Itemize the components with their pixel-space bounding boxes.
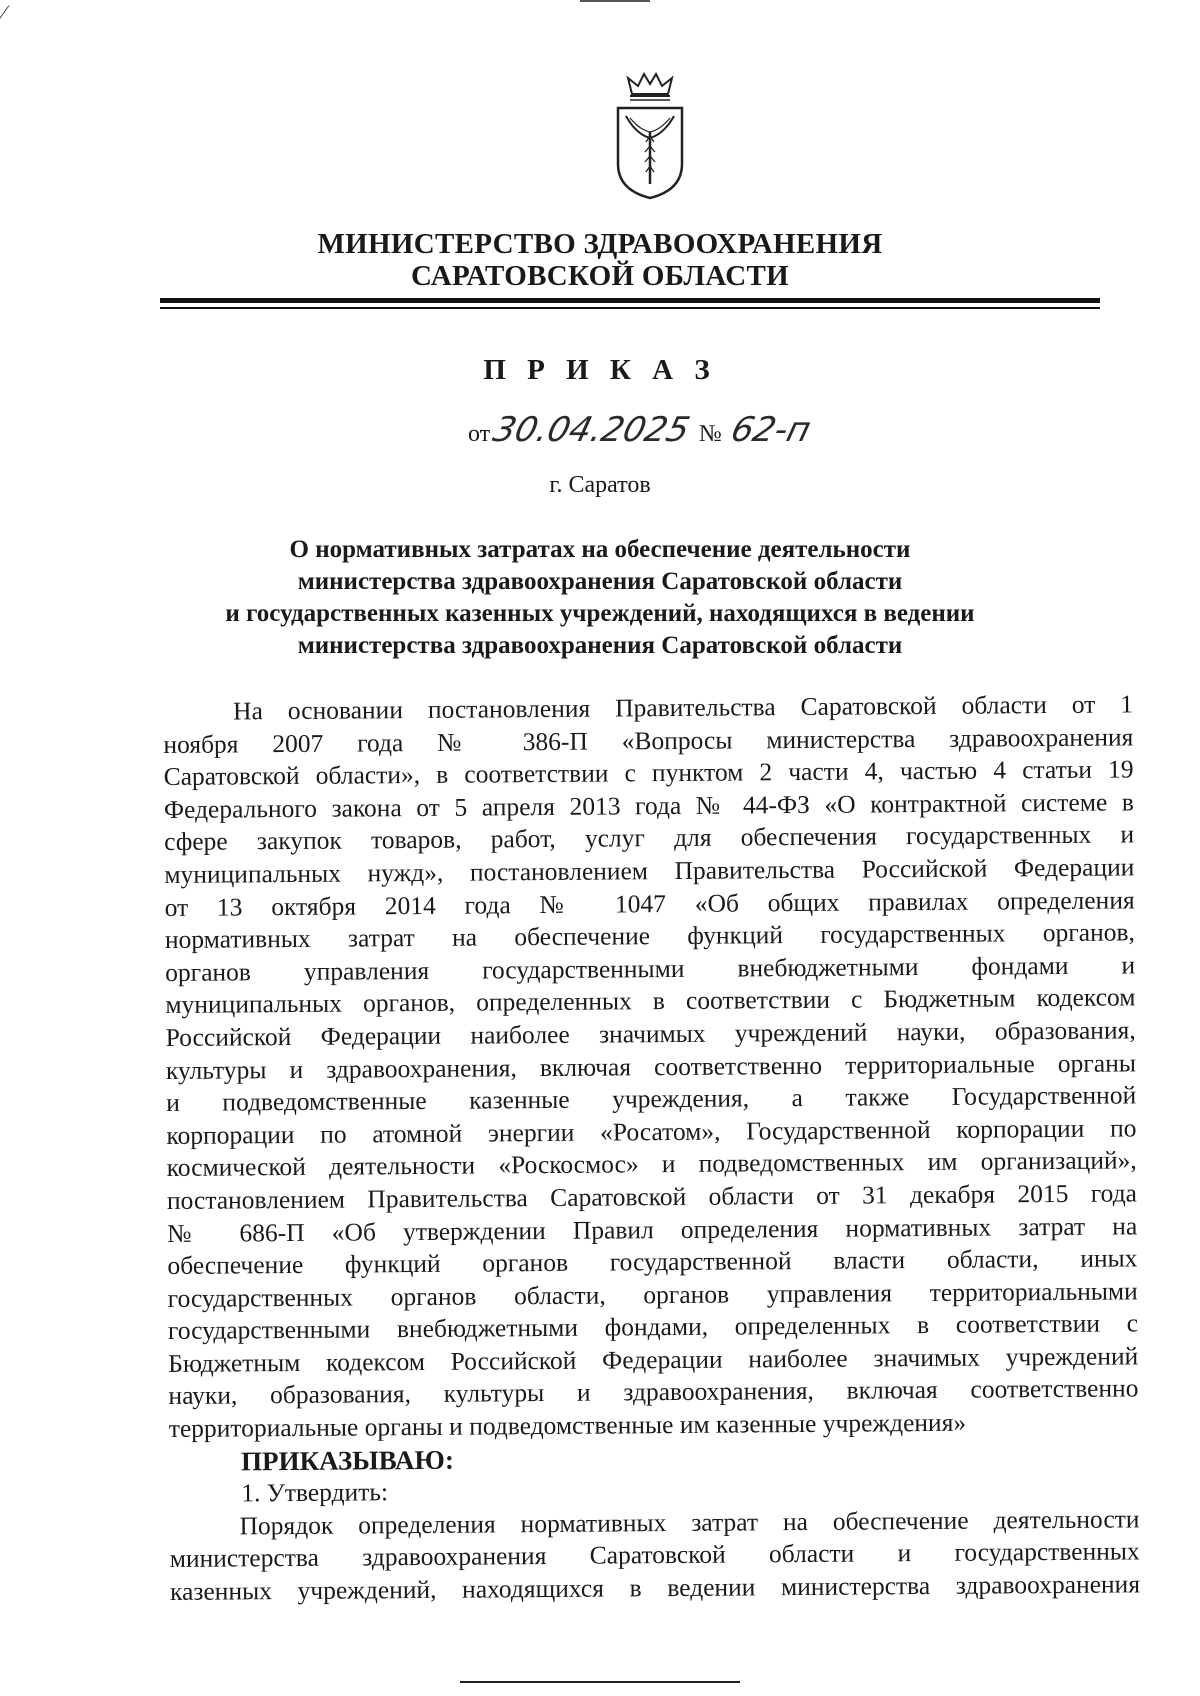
order-subject <box>150 534 1050 662</box>
order-body <box>163 688 1140 1608</box>
header-divider-thin <box>160 307 1100 309</box>
body-line: космической деятельности «Роскосмос» и подведомственных им организаций», <box>166 1145 1137 1183</box>
decree-word: ПРИКАЗЫВАЮ: <box>240 1444 454 1477</box>
tail-line: министерства здравоохранения Саратовской области и государственных <box>169 1536 1140 1574</box>
body-line: ноября 2007 года № 386-П «Вопросы министерства здравоохранения <box>163 721 1134 759</box>
body-line: и подведомственные казенные учреждения, а также Государственной <box>166 1080 1137 1118</box>
body-line: культуры и здравоохранения, включая соответственно территориальные органы <box>165 1047 1137 1085</box>
body-line: Российской Федерации наиболее значимых учреждений науки, образования, <box>165 1015 1136 1052</box>
body-line: государственных органов области, органов управления территориальными <box>167 1276 1138 1313</box>
body-line: На основании постановления Правительства Саратовской области от 1 <box>233 689 1134 726</box>
body-line: муниципальных нужд», постановлением Правительства Российской Федерации <box>164 852 1135 889</box>
body-line: обеспечение функций органов государственной власти области, иных <box>167 1243 1138 1281</box>
body-line: науки, образования, культуры и здравоохранения, включая соответственно <box>168 1373 1139 1411</box>
date-prefix: от <box>468 421 491 447</box>
body-line: территориальные органы и подведомственные им казенные учреждения» <box>168 1407 967 1444</box>
handwritten-date: 30.04.2025 <box>489 410 694 450</box>
body-line: корпорации по атомной энергии «Росатом», Государственной корпорации по <box>166 1113 1137 1150</box>
saratov-coat-of-arms-emblem <box>612 72 688 200</box>
ministry-name-line-1: МИНИСТЕРСТВО ЗДРАВООХРАНЕНИЯ <box>317 228 883 260</box>
scan-bottom-edge-mark <box>460 1681 740 1683</box>
item-1-label: 1. Утвердить: <box>241 1477 389 1508</box>
body-line: муниципальных органов, определенных в соответствии с Бюджетным кодексом <box>165 982 1136 1020</box>
body-line: постановлением Правительства Саратовской области от 31 декабря 2015 года <box>166 1178 1138 1215</box>
city-label: г. Саратов <box>549 472 651 498</box>
handwritten-corner-mark: ⁄ <box>2 0 6 25</box>
subject-line: министерства здравоохранения Саратовской области <box>297 632 903 659</box>
order-title: П Р И К А З <box>483 354 717 386</box>
body-line: от 13 октября 2014 года № 1047 «Об общих правилах определения <box>164 884 1135 922</box>
ministry-name-line-2: САРАТОВСКОЙ ОБЛАСТИ <box>411 260 789 292</box>
tail-line: казенных учреждений, находящихся в ведении министерства здравоохранения <box>169 1569 1141 1607</box>
subject-line: министерства здравоохранения Саратовской области <box>297 568 903 595</box>
subject-line: О нормативных затратах на обеспечение деятельности <box>289 536 911 563</box>
body-line: Федерального закона от 5 апреля 2013 года № 44-ФЗ «О контрактной системе в <box>163 787 1134 824</box>
body-line: государственными внебюджетными фондами, определенных в соответствии с <box>167 1308 1139 1346</box>
order-date-number-line <box>468 410 814 450</box>
number-prefix: № <box>698 421 722 447</box>
body-line: Саратовской области», в соответствии с пунктом 2 части 4, частью 4 статьи 19 <box>163 754 1134 792</box>
body-line: сфере закупок товаров, работ, услуг для обеспечения государственных и <box>164 819 1135 857</box>
subject-line: и государственных казенных учреждений, находящихся в ведении <box>225 600 975 627</box>
body-line: Бюджетным кодексом Российской Федерации наиболее значимых учреждений <box>168 1341 1139 1378</box>
body-line: № 686-П «Об утверждении Правил определения нормативных затрат на <box>167 1210 1138 1248</box>
body-line: органов управления государственными внебюджетными фондами и <box>165 950 1136 987</box>
header-divider-thick <box>160 298 1100 303</box>
scan-edge-mark <box>580 0 650 2</box>
tail-line: Порядок определения нормативных затрат на обеспечение деятельности <box>239 1504 1140 1541</box>
body-line: нормативных затрат на обеспечение функций государственных органов, <box>164 917 1135 955</box>
handwritten-number: 62-п <box>726 410 815 450</box>
